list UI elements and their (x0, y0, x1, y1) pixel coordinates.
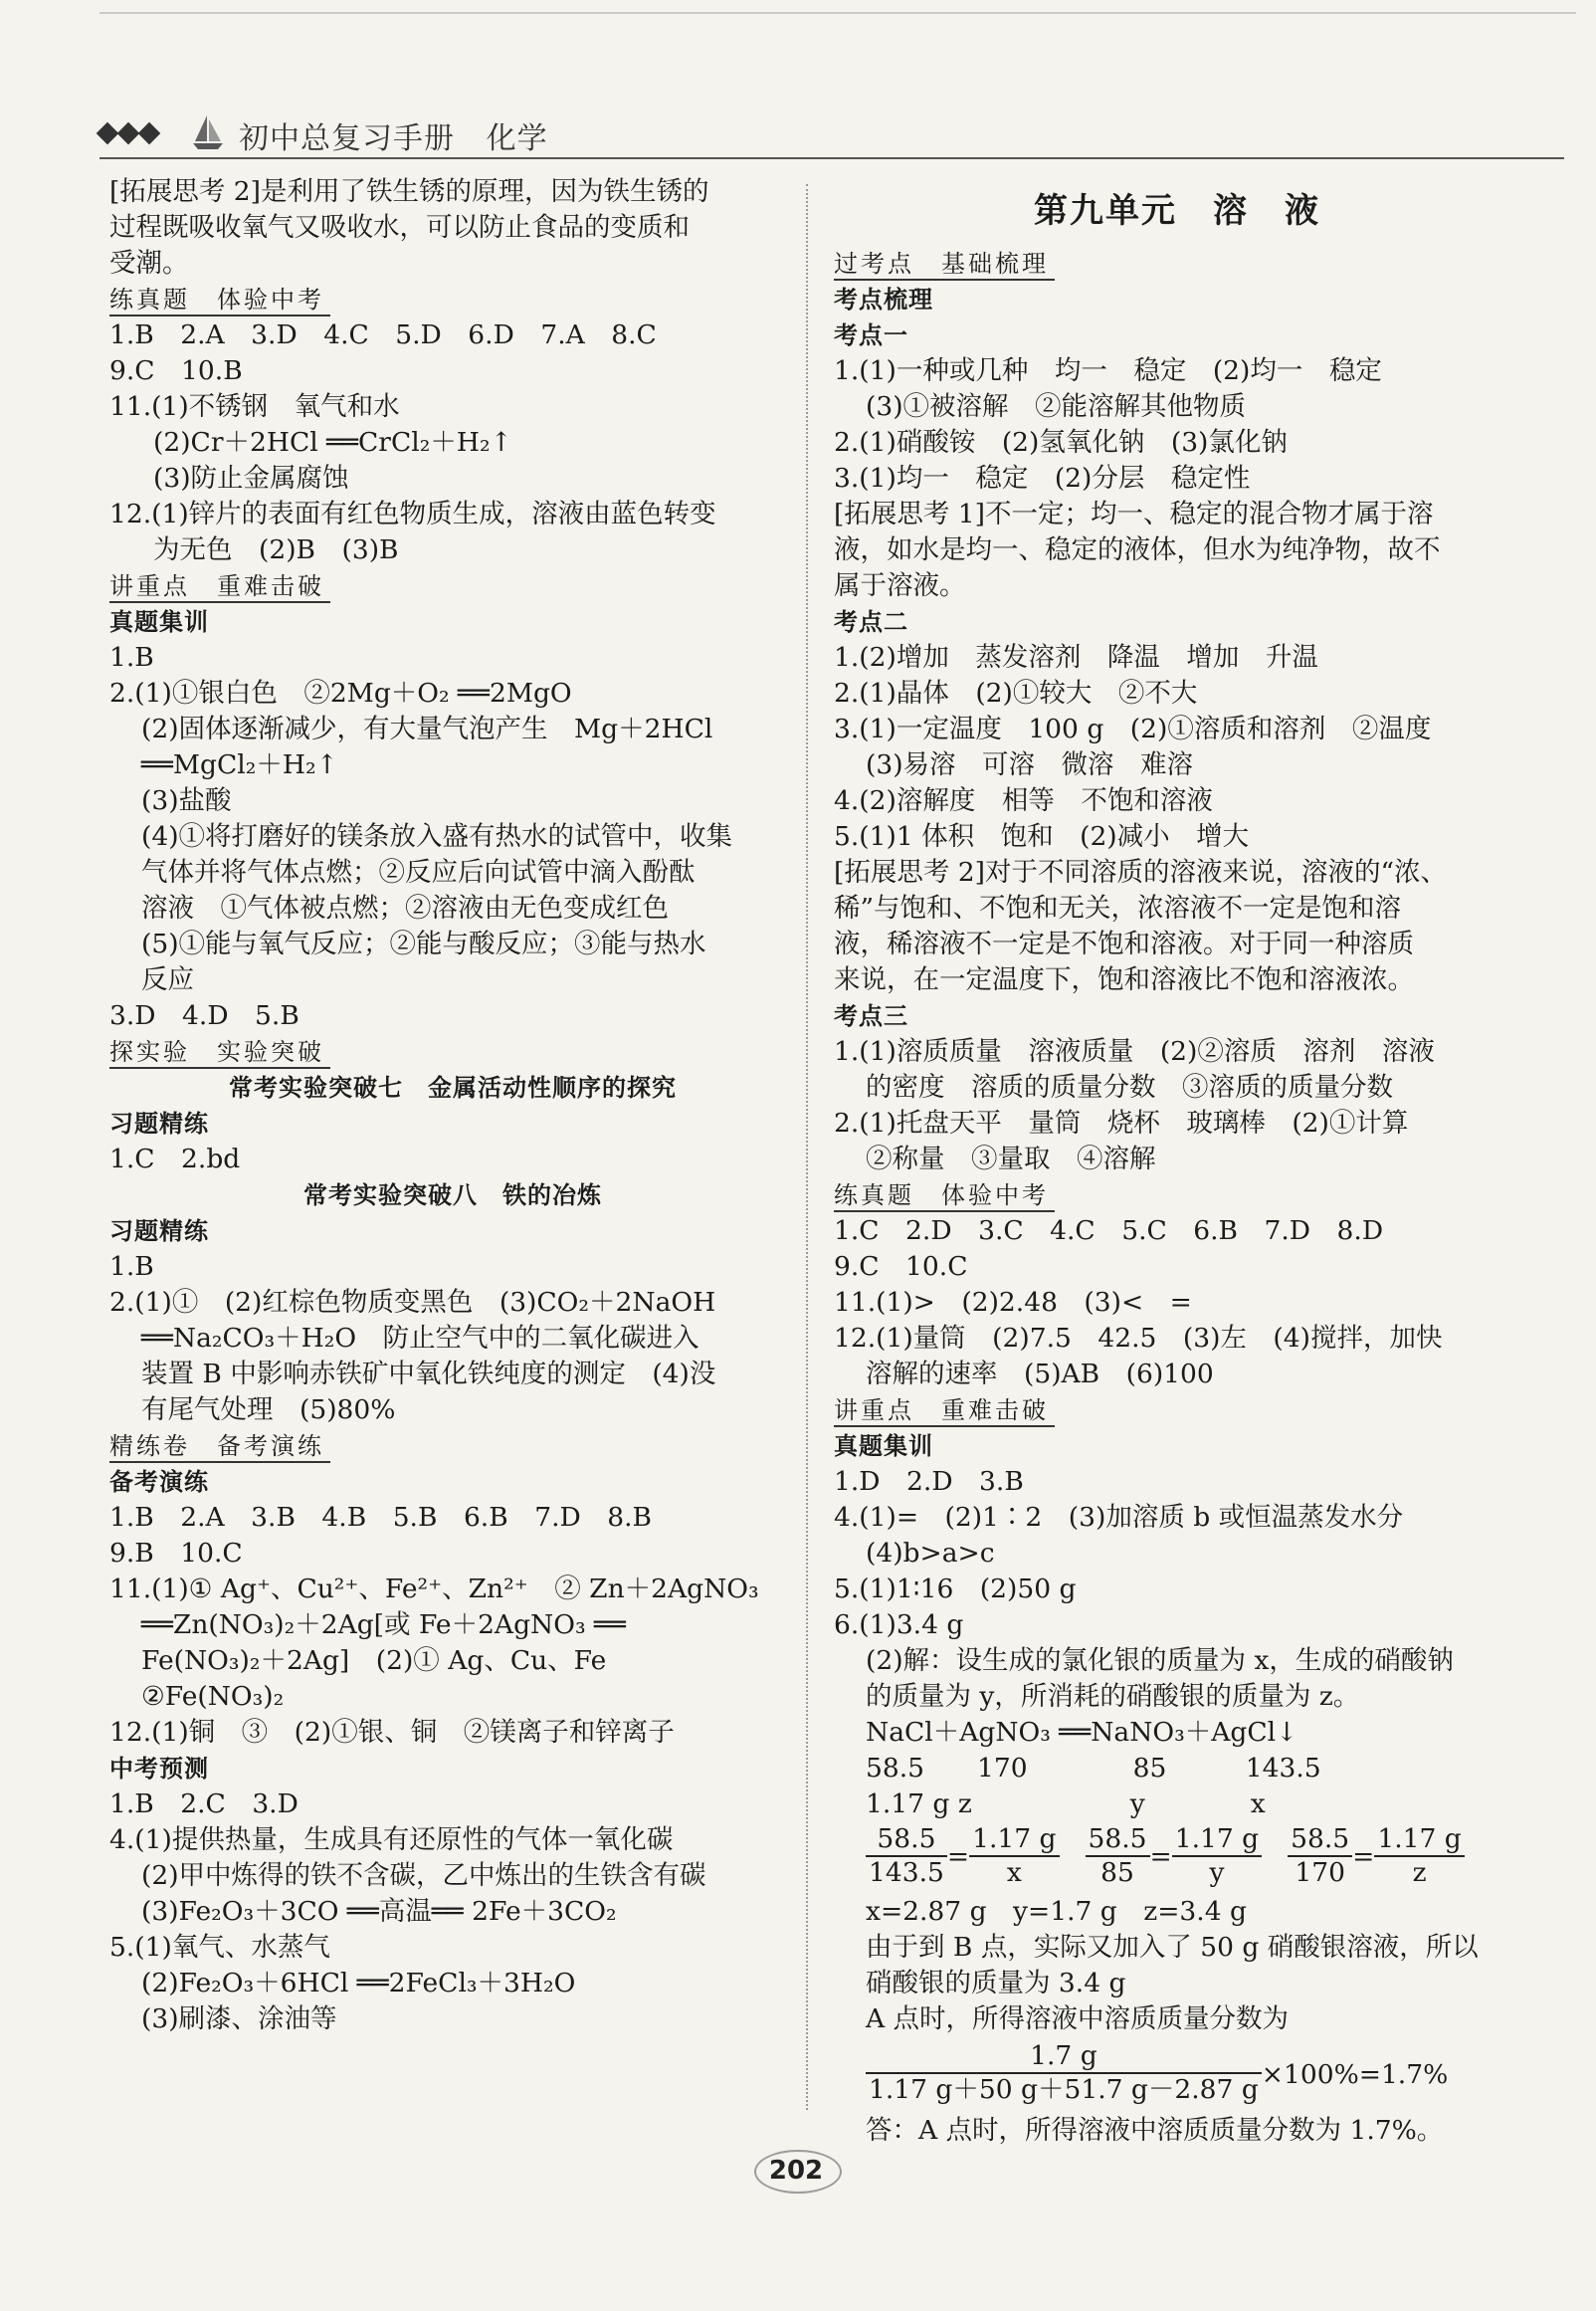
answer-line: (3)Fe₂O₃＋3CO ══高温══ 2Fe＋3CO₂ (141, 1896, 617, 1927)
answer-line: 为无色 (2)B (3)B (153, 534, 399, 565)
text-line: [拓展思考 2]是利用了铁生锈的原理，因为铁生锈的 (109, 176, 709, 207)
mass-fraction-formula (834, 2037, 1520, 2113)
answer-line: 5.(1)1 体积 饱和 (2)减小 增大 (834, 821, 1250, 852)
answer-line: 的质量为 y，所消耗的硝酸银的质量为 z。 (866, 1681, 1360, 1712)
experiment-title: 常考实验突破八 铁的冶炼 (303, 1181, 602, 1209)
answer-line: [拓展思考 2]对于不同溶质的溶液来说，溶液的“浓、 (834, 857, 1448, 888)
answer-line: (2)甲中炼得的铁不含碳，乙中炼出的生铁含有碳 (141, 1860, 706, 1891)
answer-line: (3)易溶 可溶 微溶 难溶 (866, 749, 1194, 780)
answer-line: 1.(2)增加 蒸发溶剂 降温 增加 升温 (834, 642, 1318, 673)
answer-line: (3)盐酸 (141, 785, 232, 816)
answer-line: A 点时，所得溶液中溶质质量分数为 (866, 2003, 1290, 2034)
equation-line: NaCl＋AgNO₃ ══NaNO₃＋AgCl↓ (866, 1717, 1298, 1748)
text-line: 过程既吸收氧气又吸收水，可以防止食品的变质和 (109, 212, 690, 243)
section-title: 练真题 体验中考 (834, 1180, 1055, 1212)
answer-line: 溶液 ①气体被点燃；②溶液由无色变成红色 (141, 893, 669, 924)
proportion-row (834, 1822, 1520, 1894)
fraction-numerator: 1.7 g (866, 2040, 1262, 2074)
answer-line: 5.(1)1∶16 (2)50 g (834, 1574, 1077, 1604)
answer-line: (4)b>a>c (866, 1538, 995, 1569)
equals-sign: = (946, 1841, 970, 1872)
answer-line: 硝酸银的质量为 3.4 g (866, 1968, 1126, 1998)
equals-sign: = (1149, 1841, 1172, 1872)
header-rule (100, 157, 1564, 159)
answer-line: 4.(1)= (2)1∶2 (3)加溶质 b 或恒温蒸发水分 (834, 1502, 1404, 1533)
page-header (100, 111, 1592, 161)
answer-line: (2)固体逐渐减少，有大量气泡产生 Mg＋2HCl (141, 714, 713, 744)
answer-line: 11.(1)① Ag⁺、Cu²⁺、Fe²⁺、Zn²⁺ ② Zn＋2AgNO₃ (109, 1574, 759, 1604)
answer-line: 3.(1)均一 稳定 (2)分层 稳定性 (834, 463, 1251, 494)
answer-line: [拓展思考 1]不一定；均一、稳定的混合物才属于溶 (834, 499, 1434, 529)
answer-line: 1.B (109, 642, 154, 673)
answer-line: (3)防止金属腐蚀 (153, 463, 349, 494)
answer-line: (2)Fe₂O₃＋6HCl ══2FeCl₃＋3H₂O (141, 1968, 576, 1998)
answer-line: 1.B 2.A 3.B 4.B 5.B 6.B 7.D 8.B (109, 1502, 652, 1533)
answer-line: x=2.87 g y=1.7 g z=3.4 g (866, 1896, 1247, 1927)
section-title: 探实验 实验突破 (109, 1037, 330, 1069)
fraction-denominator: y (1209, 1857, 1225, 1888)
answer-line: ══MgCl₂＋H₂↑ (141, 749, 338, 780)
answer-line: 2.(1)托盘天平 量筒 烧杯 玻璃棒 (2)①计算 (834, 1108, 1409, 1139)
answer-line: ══Na₂CO₃＋H₂O 防止空气中的二氧化碳进入 (141, 1323, 699, 1354)
answer-line: 4.(2)溶解度 相等 不饱和溶液 (834, 785, 1213, 816)
answer-line: 1.C 2.D 3.C 4.C 5.C 6.B 7.D 8.D (834, 1215, 1384, 1246)
answer-line: 5.(1)氧气、水蒸气 (109, 1932, 330, 1963)
subsection-heading: 考点三 (834, 1002, 908, 1030)
answer-line: (5)①能与氧气反应；②能与酸反应；③能与热水 (141, 929, 706, 959)
experiment-title: 常考实验突破七 金属活动性顺序的探究 (229, 1074, 677, 1102)
answer-line: 稀”与饱和、不饱和无关，浓溶液不一定是饱和溶 (834, 893, 1402, 924)
answer-line: 反应 (141, 964, 194, 995)
answer-line: (3)刷漆、涂油等 (141, 2003, 337, 2034)
answer-line: 1.(1)一种或几种 均一 稳定 (2)均一 稳定 (834, 355, 1382, 386)
left-column (109, 174, 796, 2037)
answer-line: 1.B 2.A 3.D 4.C 5.D 6.D 7.A 8.C (109, 319, 657, 350)
proportion (1288, 1823, 1465, 1889)
answer-line: 1.C 2.bd (109, 1144, 241, 1174)
subsection-heading: 考点梳理 (834, 286, 933, 314)
right-column (834, 174, 1520, 2149)
answer-line: 11.(1)不锈钢 氧气和水 (109, 391, 400, 422)
subsection-heading: 习题精练 (109, 1110, 209, 1138)
fraction-denominator: 1.17 g＋50 g＋51.7 g－2.87 g (869, 2074, 1259, 2105)
answer-line: 4.(1)提供热量，生成具有还原性的气体一氧化碳 (109, 1824, 674, 1855)
subsection-heading: 备考演练 (109, 1468, 209, 1496)
answer-line: (3)①被溶解 ②能溶解其他物质 (866, 391, 1247, 422)
answer-line: ②称量 ③量取 ④溶解 (866, 1144, 1156, 1174)
answer-line: 属于溶液。 (834, 570, 966, 601)
answer-line: 气体并将气体点燃；②反应后向试管中滴入酚酞 (141, 857, 696, 888)
book-title: 初中总复习手册 化学 (239, 121, 548, 156)
fraction-numerator: 1.17 g (1172, 1823, 1262, 1857)
answer-line: 1.(1)溶质质量 溶液质量 (2)②溶质 溶剂 溶液 (834, 1036, 1435, 1067)
column-divider (806, 184, 808, 2110)
subsection-heading: 中考预测 (109, 1755, 209, 1783)
subsection-heading: 习题精练 (109, 1217, 209, 1245)
answer-line: 来说，在一定温度下，饱和溶液比不饱和溶液浓。 (834, 964, 1414, 995)
equals-sign: = (1352, 1841, 1375, 1872)
diamond-ornament-icon (100, 125, 159, 141)
answer-line: 有尾气处理 (5)80% (141, 1394, 396, 1425)
fraction-numerator: 1.17 g (1374, 1823, 1464, 1857)
fraction-numerator: 58.5 (1288, 1823, 1352, 1857)
fraction-denominator: 85 (1100, 1857, 1134, 1888)
answer-line: 装置 B 中影响赤铁矿中氧化铁纯度的测定 (4)没 (141, 1359, 716, 1389)
answer-line: 液，如水是均一、稳定的液体，但水为纯净物，故不 (834, 534, 1441, 565)
answer-line: 11.(1)> (2)2.48 (3)< = (834, 1287, 1192, 1318)
subsection-heading: 考点一 (834, 321, 908, 349)
section-title: 过考点 基础梳理 (834, 249, 1055, 281)
answer-line: 12.(1)铜 ③ (2)①银、铜 ②镁离子和锌离子 (109, 1717, 675, 1748)
answer-line: 1.D 2.D 3.B (834, 1466, 1024, 1497)
equation-line: 1.17 g z y x (866, 1788, 1266, 1819)
answer-line: 液，稀溶液不一定是不饱和溶液。对于同一种溶质 (834, 929, 1414, 959)
top-border (100, 12, 1576, 14)
answer-line: 2.(1)晶体 (2)①较大 ②不大 (834, 678, 1198, 709)
fraction-denominator: z (1412, 1857, 1427, 1888)
answer-line: 12.(1)量筒 (2)7.5 42.5 (3)左 (4)搅拌，加快 (834, 1323, 1443, 1354)
page-number: 202 (746, 2148, 846, 2194)
answer-line: ②Fe(NO₃)₂ (141, 1681, 285, 1712)
fraction-numerator: 58.5 (1086, 1823, 1150, 1857)
answer-line: 答：A 点时，所得溶液中溶质质量分数为 1.7%。 (866, 2115, 1444, 2146)
fraction-denominator: x (1006, 1857, 1022, 1888)
unit-title: 第九单元 溶 液 (1034, 191, 1320, 231)
proportion (866, 1823, 1060, 1889)
section-title: 讲重点 重难击破 (834, 1395, 1055, 1427)
answer-line: 的密度 溶质的质量分数 ③溶质的质量分数 (866, 1072, 1393, 1103)
section-title: 练真题 体验中考 (109, 285, 330, 316)
sailboat-icon (191, 111, 225, 151)
answer-line: 2.(1)①银白色 ②2Mg＋O₂ ══2MgO (109, 678, 572, 709)
text-line: 受潮。 (109, 248, 189, 279)
answer-line: 1.B (109, 1251, 154, 1282)
equation-line: 58.5 170 85 143.5 (866, 1753, 1321, 1784)
answer-line: (4)①将打磨好的镁条放入盛有热水的试管中，收集 (141, 821, 733, 852)
subsection-heading: 考点二 (834, 608, 908, 636)
answer-line: ══Zn(NO₃)₂＋2Ag[或 Fe＋2AgNO₃ ══ (141, 1609, 626, 1640)
fraction-denominator: 143.5 (869, 1857, 944, 1888)
fraction-numerator: 1.17 g (969, 1823, 1059, 1857)
subsection-heading: 真题集训 (109, 608, 209, 636)
answer-line: 6.(1)3.4 g (834, 1609, 964, 1640)
answer-line: 溶解的速率 (5)AB (6)100 (866, 1359, 1214, 1389)
fraction-numerator: 58.5 (866, 1823, 947, 1857)
answer-line: 2.(1)硝酸铵 (2)氢氧化钠 (3)氯化钠 (834, 427, 1288, 458)
answer-line: 1.B 2.C 3.D (109, 1788, 299, 1819)
answer-line: 2.(1)① (2)红棕色物质变黑色 (3)CO₂＋2NaOH (109, 1287, 716, 1318)
answer-line: 3.D 4.D 5.B (109, 1000, 299, 1031)
proportion (1086, 1823, 1263, 1889)
answer-line: 3.(1)一定温度 100 g (2)①溶质和溶剂 ②温度 (834, 714, 1432, 744)
fraction-denominator: 170 (1295, 1857, 1345, 1888)
answer-line: 9.C 10.C (834, 1251, 968, 1282)
section-title: 精练卷 备考演练 (109, 1431, 330, 1463)
formula-tail: ×100%=1.7% (1261, 2059, 1449, 2090)
answer-line: 9.B 10.C (109, 1538, 243, 1569)
answer-line: Fe(NO₃)₂＋2Ag] (2)① Ag、Cu、Fe (141, 1645, 607, 1676)
section-title: 讲重点 重难击破 (109, 571, 330, 603)
answer-line: 9.C 10.B (109, 355, 243, 386)
answer-line: (2)Cr＋2HCl ══CrCl₂＋H₂↑ (153, 427, 512, 458)
answer-line: (2)解：设生成的氯化银的质量为 x，生成的硝酸钠 (866, 1645, 1454, 1676)
answer-line: 由于到 B 点，实际又加入了 50 g 硝酸银溶液，所以 (866, 1932, 1479, 1963)
subsection-heading: 真题集训 (834, 1432, 933, 1460)
answer-line: 12.(1)锌片的表面有红色物质生成，溶液由蓝色转变 (109, 499, 716, 529)
